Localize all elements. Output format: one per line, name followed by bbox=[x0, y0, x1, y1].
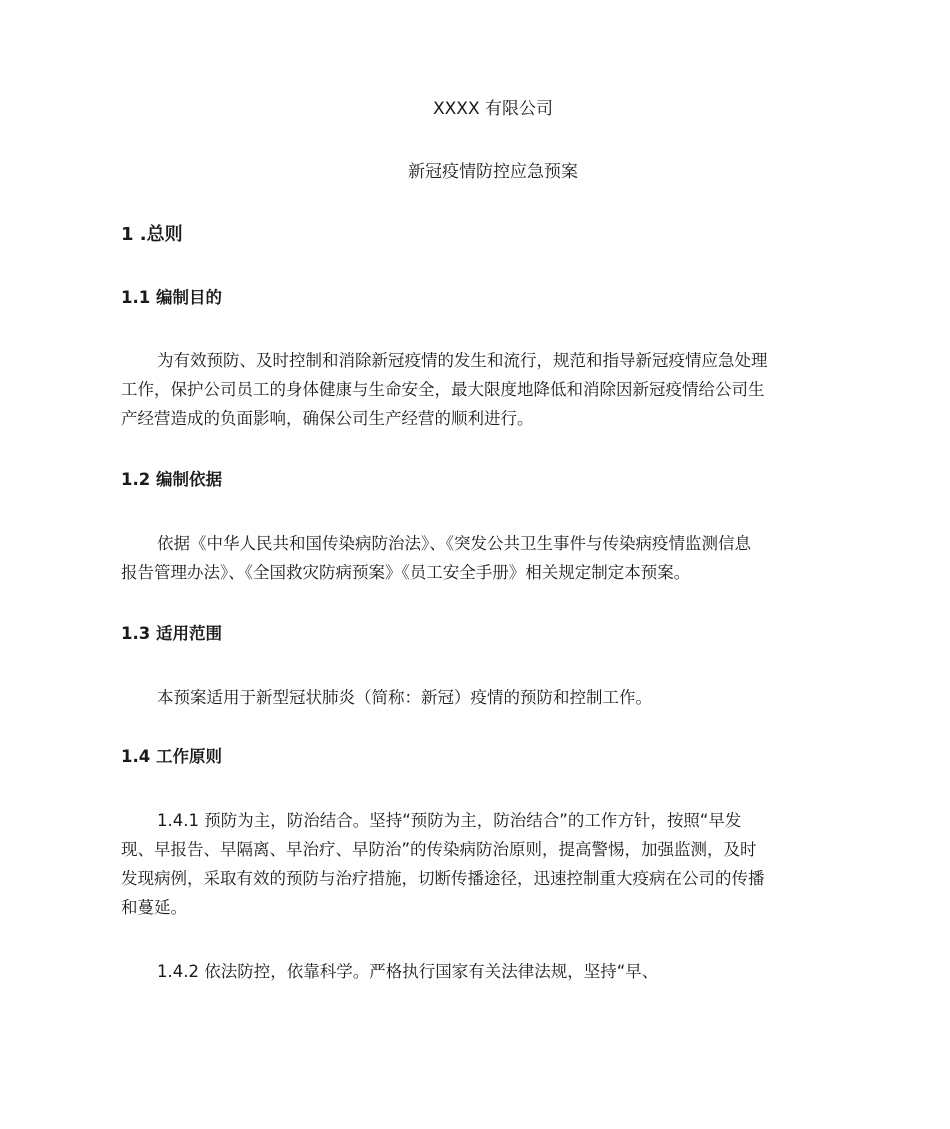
section-heading-scope: 1.3 适用范围 bbox=[121, 624, 222, 643]
paragraph-principle-1: 1.4.1 预防为主，防治结合。坚持“预防为主，防治结合”的工作方针，按照“早发 现、早报告、早隔离、早治疗、早防治”的传染病防治原则，提高警惕，加强监测，及时 发现病例，采取有效的预防与治疗措施，切断传播途径，迅速控制重大疫病在公司的传播 和蔓延。 bbox=[121, 811, 765, 917]
paragraph-principle-2: 1.4.2 依法防控，依靠科学。严格执行国家有关法律法规，坚持“早、 bbox=[157, 962, 659, 981]
company-name: XXXX 有限公司 bbox=[433, 99, 553, 119]
section-heading-basis: 1.2 编制依据 bbox=[121, 470, 222, 489]
section-heading-general: 1 .总则 bbox=[121, 224, 183, 245]
section-heading-principles: 1.4 工作原则 bbox=[121, 747, 222, 766]
document-title: 新冠疫情防控应急预案 bbox=[408, 162, 578, 182]
section-heading-purpose: 1.1 编制目的 bbox=[121, 288, 222, 307]
paragraph-purpose: 为有效预防、及时控制和消除新冠疫情的发生和流行，规范和指导新冠疫情应急处理 工作，保护公司员工的身体健康与生命安全，最大限度地降低和消除因新冠疫情给公司生 产经营造成的负面影响，确保公司生产经营的顺利进行。 bbox=[121, 351, 768, 428]
paragraph-scope: 本预案适用于新型冠状肺炎（简称：新冠）疫情的预防和控制工作。 bbox=[157, 688, 652, 707]
paragraph-basis: 依据《中华人民共和国传染病防治法》、《突发公共卫生事件与传染病疫情监测信息 报告管理办法》、《全国救灾防病预案》《员工安全手册》相关规定制定本预案。 bbox=[121, 534, 751, 582]
